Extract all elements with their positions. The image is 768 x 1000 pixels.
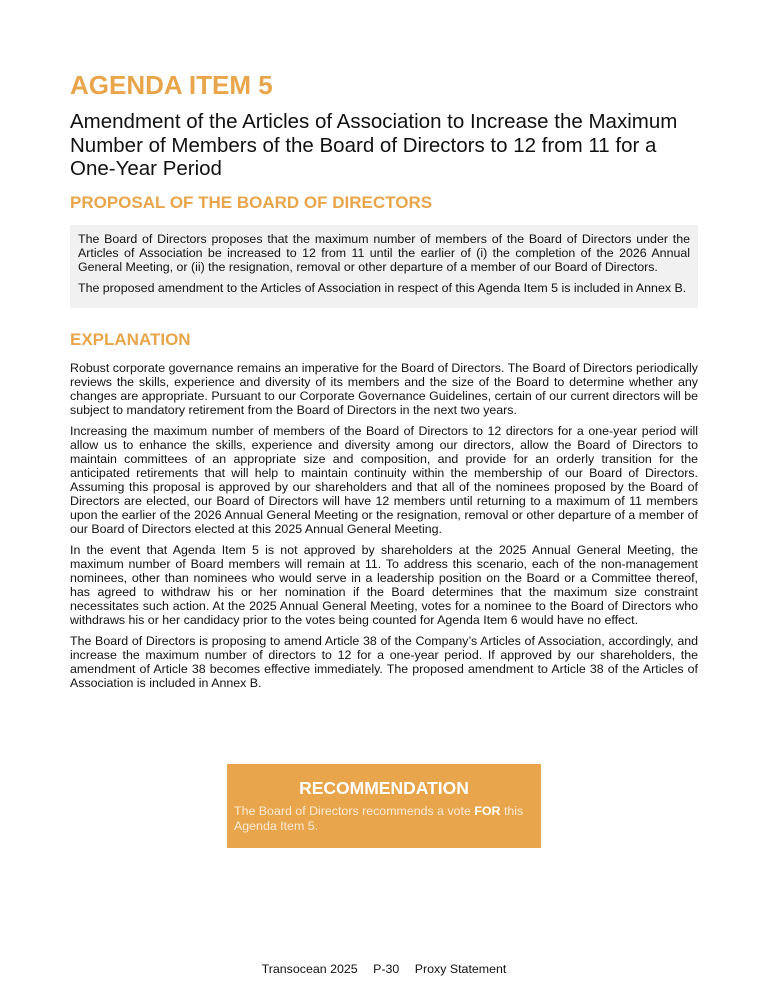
proposal-heading: PROPOSAL OF THE BOARD OF DIRECTORS: [70, 192, 433, 212]
proposal-box: [70, 225, 698, 308]
recommendation-text-start: The Board of Directors recommends a vote: [234, 804, 475, 818]
explanation-paragraph: Increasing the maximum number of members of the Board of Directors to 12 directors for a one-year period will allow us to enhance the skills, experience and diversity among our directors, allow the Board of Directors to maintain committees of an appropriate size and composition, and provide for an orderly transition for the anticipated retirements that will help to maintain continuity within the membership of our Board of Directors. Assuming this proposal is approved by our shareholders and that all of the nominees proposed by the Board of Directors are elected, our Board of Directors will have 12 members until returning to a maximum of 11 members upon the earlier of the 2026 Annual General Meeting or the resignation, removal or other departure of a member of our Board of Directors elected at this 2025 Annual General Meeting.: [70, 423, 698, 536]
footer-company: Transocean 2025: [261, 962, 358, 976]
explanation-body: [70, 361, 698, 690]
recommendation-vote: FOR: [474, 804, 501, 818]
explanation-heading: EXPLANATION: [70, 329, 191, 349]
explanation-paragraph: In the event that Agenda Item 5 is not approved by shareholders at the 2025 Annual General Meeting, the maximum number of Board members will remain at 11. To address this scenario, each of the non-management nominees, other than nominees who would serve in a leadership position on the Board or a Committee thereof, has agreed to withdraw his or her nomination if the Board determines that the maximum size constraint necessitates such action. At the 2025 Annual General Meeting, votes for a nominee to the Board of Directors who withdraws his or her candidacy prior to the votes being counted for Agenda Item 6 would have no effect.: [70, 542, 698, 627]
recommendation-text: [234, 804, 534, 833]
agenda-title: AGENDA ITEM 5: [70, 70, 273, 100]
recommendation-box: [227, 764, 541, 848]
page-footer: [0, 962, 768, 976]
explanation-paragraph: The Board of Directors is proposing to amend Article 38 of the Company’s Articles of Association, accordingly, and increase the maximum number of directors to 12 for a one-year period. If approved by our shareholders, the amendment of Article 38 becomes effective immediately. The proposed amendment to Article 38 of the Articles of Association is included in Annex B.: [70, 633, 698, 690]
recommendation-heading: RECOMMENDATION: [299, 778, 469, 798]
proposal-paragraph: The Board of Directors proposes that the maximum number of members of the Board of Directors under the Articles of Association be increased to 12 from 11 until the earlier of (i) the completion of the 2026 Annual General Meeting, or (ii) the resignation, removal or other departure of a member of our Board of Directors.: [78, 231, 690, 274]
agenda-subtitle: Amendment of the Articles of Association to Increase the Maximum Number of Members of the Board of Directors to 12 from 11 for a One-Year Period: [70, 110, 678, 180]
footer-document: Proxy Statement: [414, 962, 507, 976]
recommendation-text-end: this Agenda Item 5.: [234, 804, 524, 833]
explanation-paragraph: Robust corporate governance remains an imperative for the Board of Directors. The Board of Directors periodically reviews the skills, experience and diversity of its members and the size of the Board to determine whether any changes are appropriate. Pursuant to our Corporate Governance Guidelines, certain of our current directors will be subject to mandatory retirement from the Board of Directors in the next two years.: [70, 360, 698, 417]
proposal-paragraph: The proposed amendment to the Articles of Association in respect of this Agenda Item 5 is included in Annex B.: [78, 280, 687, 295]
footer-page-number: P-30: [373, 962, 400, 976]
